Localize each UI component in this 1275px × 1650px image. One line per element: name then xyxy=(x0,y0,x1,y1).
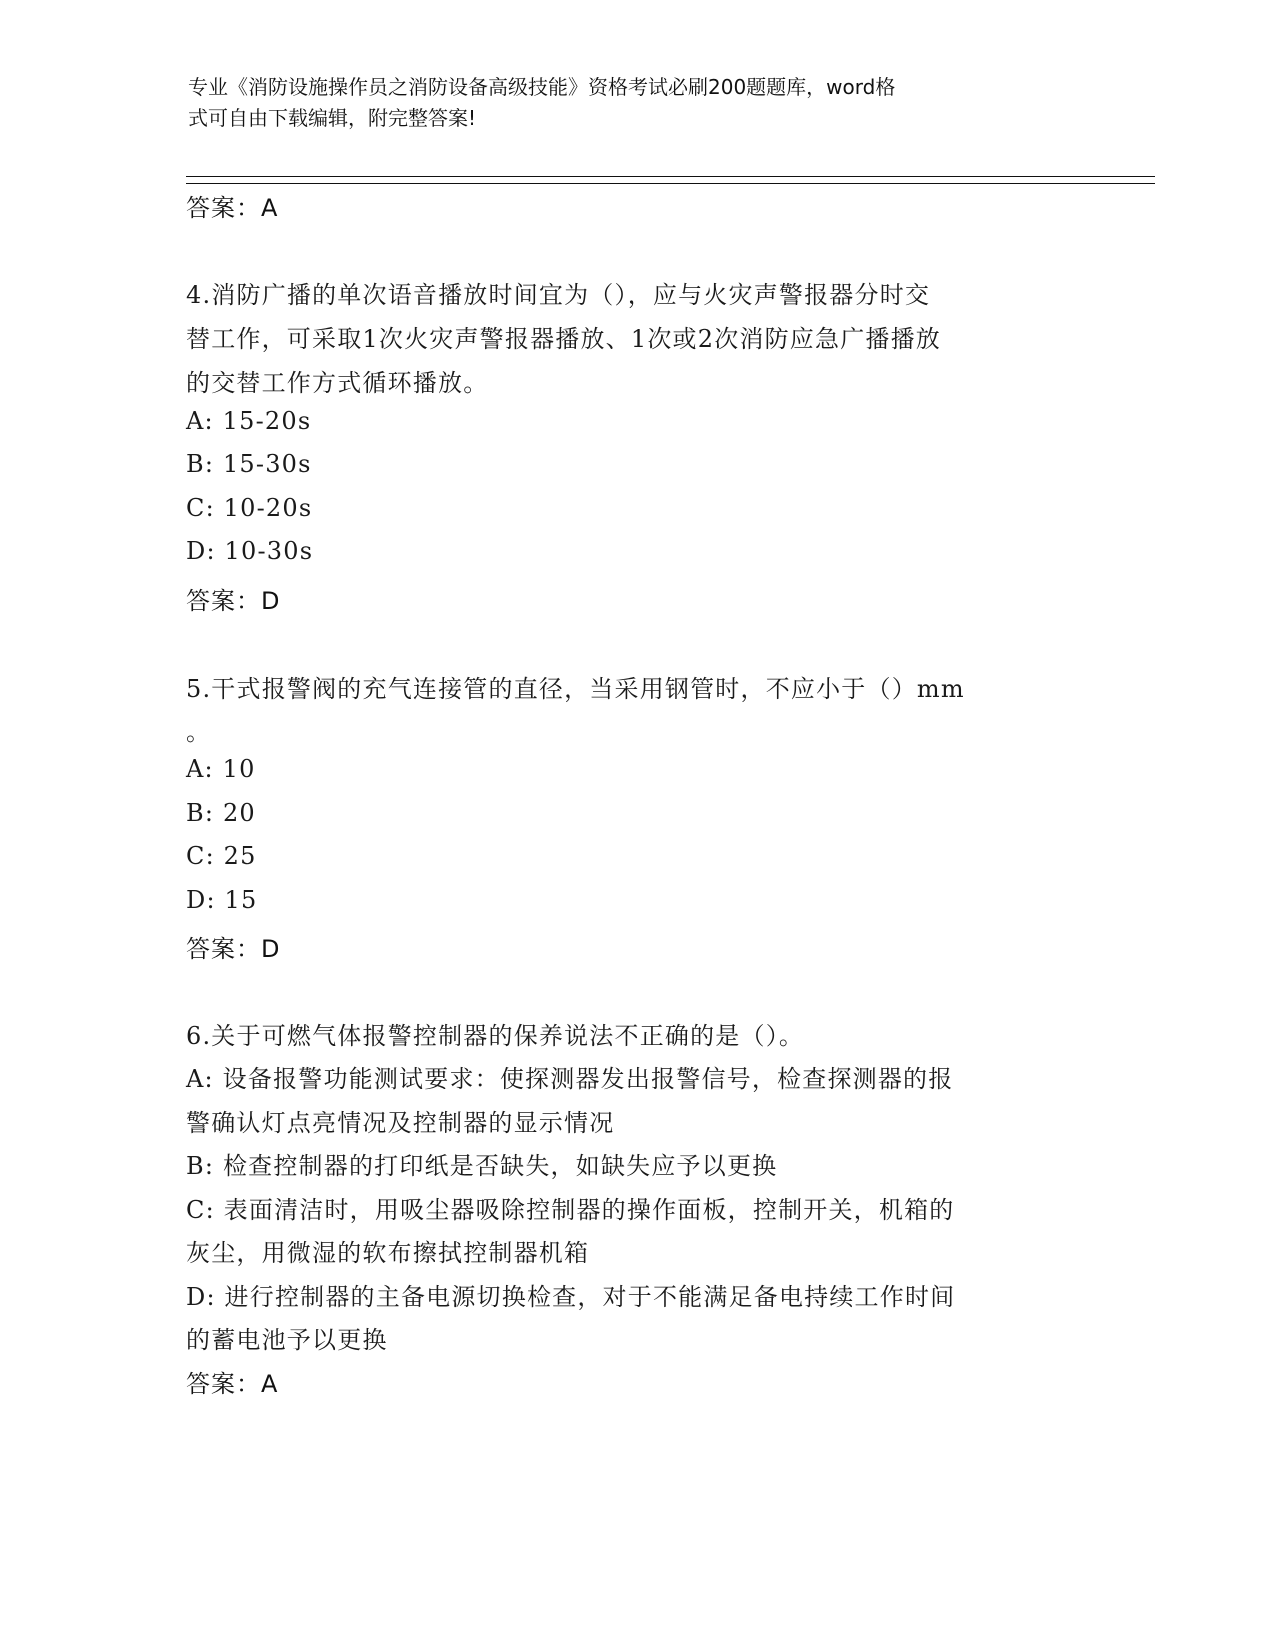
option-c-continued: 灰尘，用微湿的软布擦拭控制器机箱 xyxy=(186,1239,590,1267)
header-divider xyxy=(186,176,1155,177)
option-a: A: 15-20s xyxy=(186,407,312,435)
option-b: B: 20 xyxy=(186,799,256,827)
header-divider xyxy=(186,183,1155,184)
option-a: A: 10 xyxy=(186,755,256,783)
question-stem-line: 4.消防广播的单次语音播放时间宜为（），应与火灾声警报器分时交 xyxy=(186,281,931,309)
question-stem-line: 替工作，可采取1次火灾声警报器播放、1次或2次消防应急广播播放 xyxy=(186,325,942,353)
option-d: D: 进行控制器的主备电源切换检查，对于不能满足备电持续工作时间 xyxy=(186,1283,956,1311)
option-c: C: 25 xyxy=(186,842,257,870)
header-line: 式可自由下载编辑，附完整答案! xyxy=(188,106,477,130)
option-c: C: 表面清洁时，用吸尘器吸除控制器的操作面板，控制开关，机箱的 xyxy=(186,1196,955,1224)
option-b: B: 15-30s xyxy=(186,450,312,478)
question-stem-line: 6.关于可燃气体报警控制器的保养说法不正确的是（）。 xyxy=(186,1022,805,1050)
question-stem-line: 5.干式报警阀的充气连接管的直径，当采用钢管时，不应小于（）mm xyxy=(186,675,965,703)
answer-label: 答案：A xyxy=(186,1370,279,1398)
question-stem-line: 的交替工作方式循环播放。 xyxy=(186,369,489,397)
option-d: D: 10-30s xyxy=(186,537,314,565)
option-c: C: 10-20s xyxy=(186,494,313,522)
answer-label: 答案：A xyxy=(186,194,279,222)
option-d-continued: 的蓄电池予以更换 xyxy=(186,1326,388,1354)
header-line: 专业《消防设施操作员之消防设备高级技能》资格考试必刷200题题库，word格 xyxy=(188,75,896,99)
question-stem-line: 。 xyxy=(186,718,212,746)
document-header xyxy=(188,72,1068,134)
answer-label: 答案：D xyxy=(186,935,281,963)
option-d: D: 15 xyxy=(186,886,258,914)
option-b: B: 检查控制器的打印纸是否缺失，如缺失应予以更换 xyxy=(186,1152,778,1180)
option-a: A: 设备报警功能测试要求：使探测器发出报警信号，检查探测器的报 xyxy=(186,1065,954,1093)
answer-label: 答案：D xyxy=(186,587,281,615)
option-a-continued: 警确认灯点亮情况及控制器的显示情况 xyxy=(186,1109,615,1137)
